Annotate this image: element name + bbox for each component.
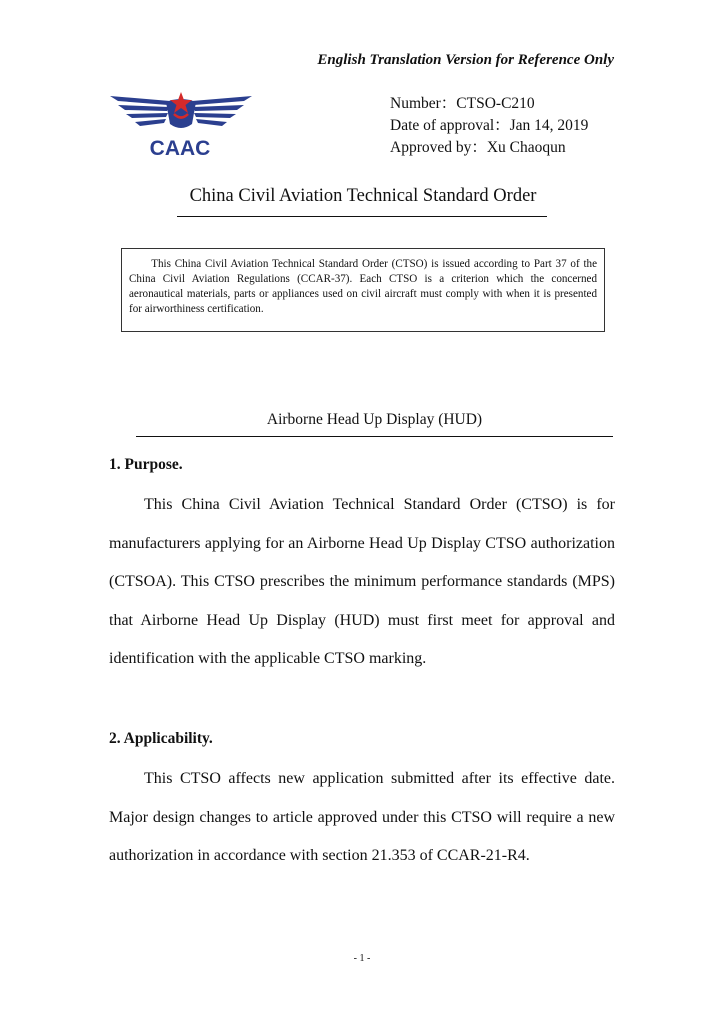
section-heading-applicability: 2. Applicability. (109, 730, 213, 747)
approved-by: Approved by：Xu Chaoqun (390, 139, 566, 156)
notice-text: This China Civil Aviation Technical Standard Order (CTSO) is issued according to Part 37 of the China Civil Aviation Regulations (CCAR-37). Each CTSO is a criterion which the concerned aeronautical materials, parts or appliances used on civil aircraft must comply with when it is presented for airworthiness certification. (129, 258, 597, 315)
approval-date: Date of approval：Jan 14, 2019 (390, 117, 589, 134)
standard-title: China Civil Aviation Technical Standard Order (189, 186, 537, 206)
approval-info (390, 93, 588, 159)
document-title-underline (136, 436, 613, 437)
ctso-number: Number：CTSO-C210 (390, 95, 535, 112)
translation-note: English Translation Version for Reference Only (317, 52, 614, 68)
document-title: Airborne Head Up Display (HUD) (266, 411, 483, 428)
section-paragraph-purpose: This China Civil Aviation Technical Standard Order (CTSO) is for manufacturers applying for an Airborne Head Up Display CTSO authorization (CTSOA). This CTSO prescribes the minimum performance standards (MPS) that Airborne Head Up Display (HUD) must first meet for approval and identification with the applicable CTSO marking. (109, 496, 615, 667)
page-number: - 1 - (353, 953, 371, 964)
caac-logo (108, 88, 254, 160)
caac-logo-text: CAAC (149, 137, 211, 160)
standard-title-underline (177, 216, 547, 217)
notice-box (121, 248, 605, 332)
section-heading-purpose: 1. Purpose. (109, 456, 183, 473)
section-paragraph-applicability: This CTSO affects new application submitted after its effective date. Major design changes to article approved under this CTSO will require a new authorization in accordance with section 21.353 of CCAR-21-R4. (109, 770, 615, 864)
